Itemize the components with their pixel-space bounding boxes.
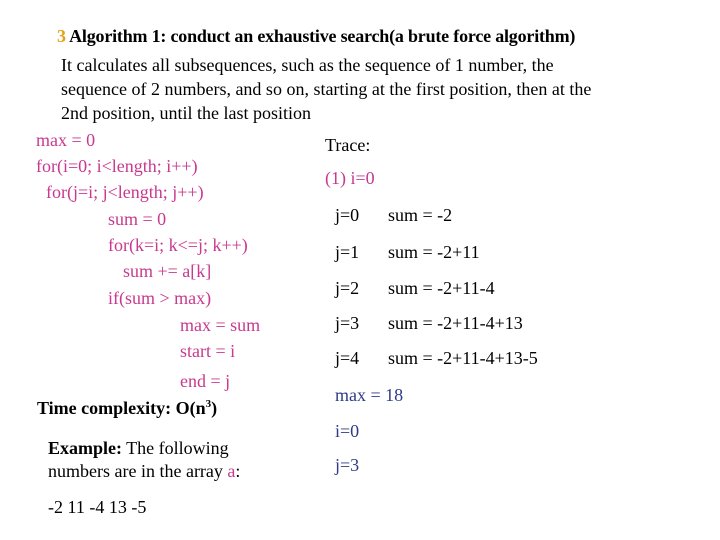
- trace-row-sum: sum = -2: [388, 205, 453, 225]
- intro-line-1: It calculates all subsequences, such as the sequence of 1 number, the: [61, 55, 554, 75]
- trace-row-j: j=0: [335, 205, 360, 225]
- trace-row-j: j=1: [335, 242, 360, 262]
- example-text-1: The following: [122, 438, 229, 458]
- trace-row-j: j=4: [335, 348, 360, 368]
- intro-line-2: sequence of 2 numbers, and so on, starting at the first position, then at the: [61, 79, 592, 99]
- trace-row-j: j=3: [335, 313, 360, 333]
- complexity-exponent: 3: [205, 398, 212, 410]
- code-line: start = i: [180, 341, 236, 361]
- example-text-2: numbers are in the array: [48, 461, 228, 481]
- code-line: max = sum: [180, 315, 261, 335]
- trace-row-sum: sum = -2+11-4: [388, 278, 495, 298]
- intro-line-3: 2nd position, until the last position: [61, 103, 312, 123]
- code-line: for(j=i; j<length; j++): [46, 182, 204, 202]
- example-array-values: -2 11 -4 13 -5: [48, 497, 147, 517]
- code-line: sum += a[k]: [123, 261, 212, 281]
- trace-row-sum: sum = -2+11: [388, 242, 480, 262]
- slide-title: [57, 26, 575, 47]
- example-line-2: [48, 461, 240, 482]
- code-line: sum = 0: [108, 209, 167, 229]
- slide-number: 3: [57, 26, 66, 46]
- time-complexity: [37, 398, 217, 419]
- trace-step: (1) i=0: [325, 168, 375, 188]
- example-colon: :: [235, 461, 241, 481]
- code-line: end = j: [180, 371, 231, 391]
- example-label: Example:: [48, 438, 122, 458]
- array-name: a: [227, 461, 236, 481]
- result-i: i=0: [335, 421, 360, 441]
- trace-row-sum: sum = -2+11-4+13-5: [388, 348, 538, 368]
- result-j: j=3: [335, 455, 360, 475]
- complexity-close: ): [211, 398, 218, 418]
- trace-row-sum: sum = -2+11-4+13: [388, 313, 523, 333]
- code-line: max = 0: [36, 130, 96, 150]
- code-line: if(sum > max): [108, 288, 212, 308]
- example-line-1: [48, 438, 229, 459]
- code-line: for(k=i; k<=j; k++): [108, 235, 248, 255]
- title-text: Algorithm 1: conduct an exhaustive search(a brute force algorithm): [69, 26, 576, 46]
- code-line: for(i=0; i<length; i++): [36, 156, 198, 176]
- complexity-label: Time complexity: O(n: [37, 398, 206, 418]
- result-max: max = 18: [335, 385, 404, 405]
- trace-heading: Trace:: [325, 135, 371, 155]
- trace-row-j: j=2: [335, 278, 360, 298]
